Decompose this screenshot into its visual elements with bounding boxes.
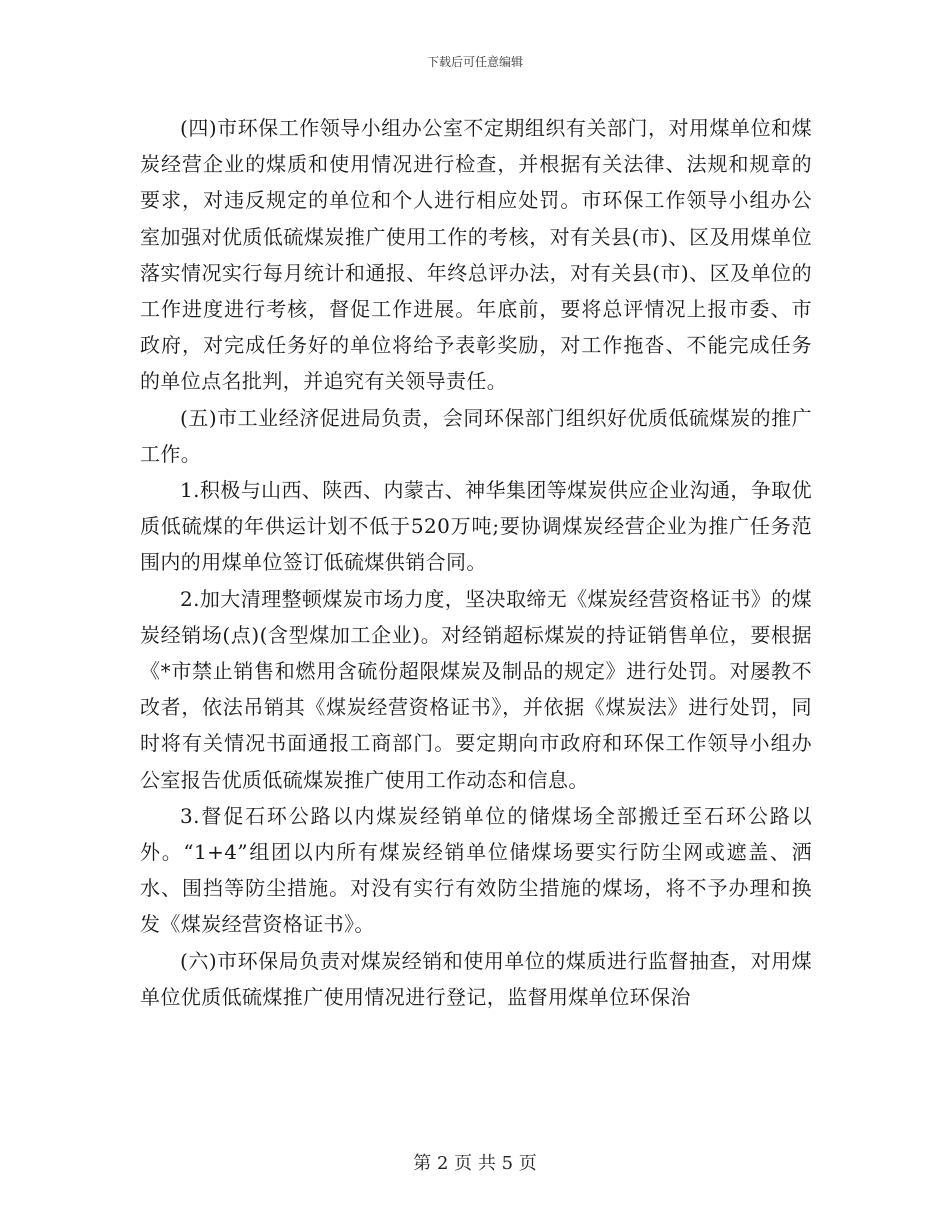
paragraph-item-2: 2.加大清理整顿煤炭市场力度，坚决取缔无《煤炭经营资格证书》的煤炭经销场(点)(含型煤加工企业)。对经销超标煤炭的持证销售单位，要根据《*市禁止销售和燃用含硫份超限煤炭及制品的规定》进行处罚。对屡教不改者，依法吊销其《煤炭经营资格证书》，并依据《煤炭法》进行处罚，同时将有关情况书面通报工商部门。要定期向市政府和环保工作领导小组办公室报告优质低硫煤炭推广使用工作动态和信息。 [140, 586, 812, 792]
document-body [140, 110, 812, 1015]
page-number-footer: 第 2 页 共 5 页 [413, 1153, 537, 1174]
paragraph-section-6: (六)市环保局负责对煤炭经销和使用单位的煤质进行监督抽查，对用煤单位优质低硫煤推广使用情况进行登记，监督用煤单位环保治 [140, 948, 812, 1009]
page-header: 下载后可任意编辑 [426, 55, 523, 69]
paragraph-item-1: 1.积极与山西、陕西、内蒙古、神华集团等煤炭供应企业沟通，争取优质低硫煤的年供运计划不低于520万吨;要协调煤炭经营企业为推广任务范围内的用煤单位签订低硫煤供销合同。 [140, 478, 812, 575]
paragraph-item-3: 3.督促石环公路以内煤炭经销单位的储煤场全部搬迁至石环公路以外。“1+4”组团以内所有煤炭经销单位储煤场要实行防尘网或遮盖、洒水、围挡等防尘措施。对没有实行有效防尘措施的煤场，将不予办理和换发《煤炭经营资格证书》。 [140, 803, 812, 937]
paragraph-section-4: (四)市环保工作领导小组办公室不定期组织有关部门，对用煤单位和煤炭经营企业的煤质和使用情况进行检查，并根据有关法律、法规和规章的要求，对违反规定的单位和个人进行相应处罚。市环保工作领导小组办公室加强对优质低硫煤炭推广使用工作的考核，对有关县(市)、区及用煤单位落实情况实行每月统计和通报、年终总评办法，对有关县(市)、区及单位的工作进度进行考核，督促工作进展。年底前，要将总评情况上报市委、市政府，对完成任务好的单位将给予表彰奖励，对工作拖沓、不能完成任务的单位点名批判，并追究有关领导责任。 [140, 116, 812, 394]
paragraph-section-5: (五)市工业经济促进局负责，会同环保部门组织好优质低硫煤炭的推广工作。 [140, 405, 812, 466]
